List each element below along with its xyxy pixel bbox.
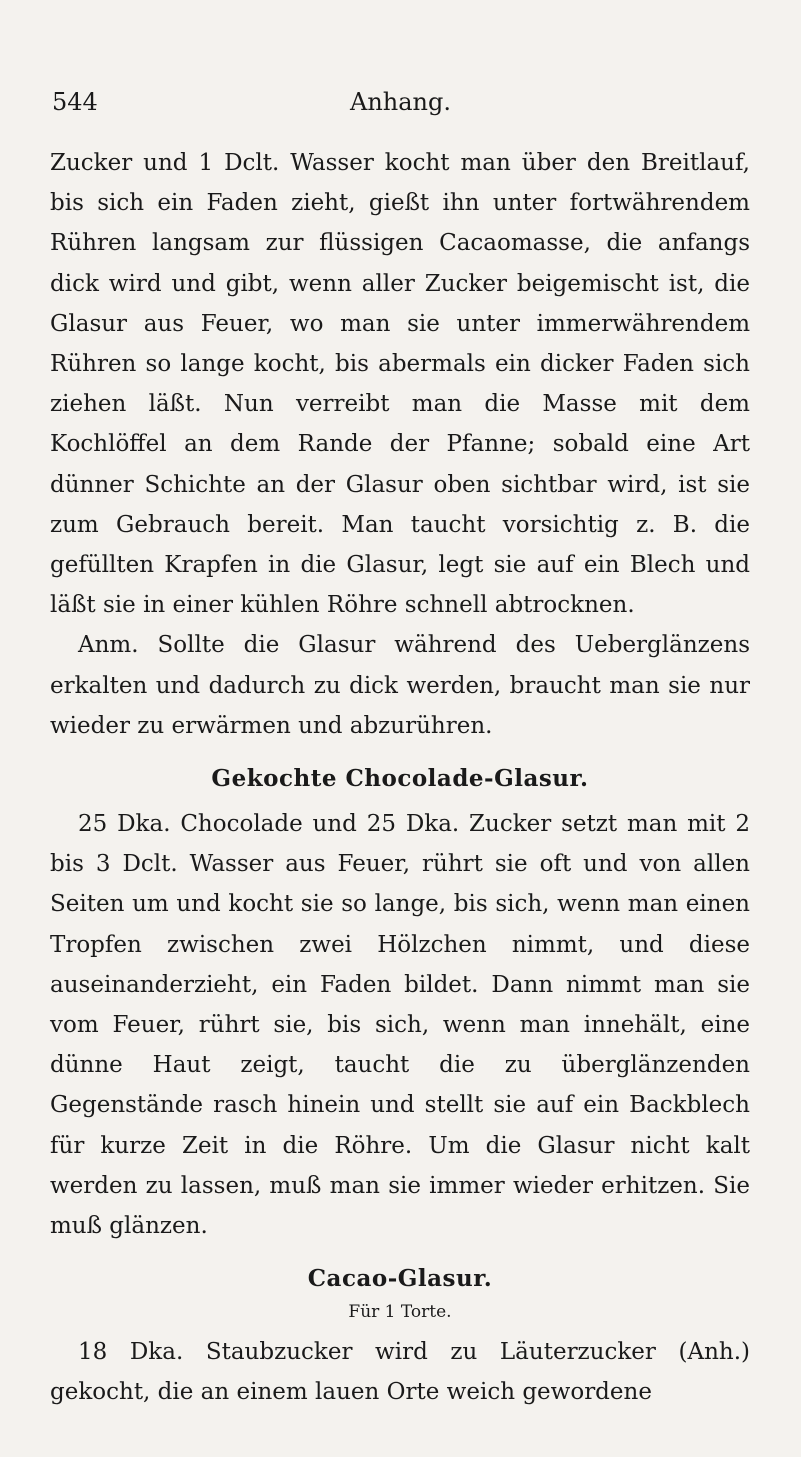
paragraph-chocolate-glaze: 25 Dka. Chocolade und 25 Dka. Zucker setzt man mit 2 bis 3 Dclt. Wasser aus Feuer, rührt sie oft und von allen Seiten um und kocht sie so lange, bis sich, wenn man einen Tropfen zwischen zwei Hölzchen nimmt, und diese auseinanderzieht, ein Faden bildet. Dann nimmt man sie vom Feuer, rührt sie, bis sich, wenn man innehält, eine dünne Haut zeigt, taucht die zu überglänzenden Gegenstände rasch hinein und stellt sie auf ein Backblech für kurze Zeit in die Röhre. Um die Glasur nicht kalt werden zu lassen, muß man sie immer wieder erhitzen. Sie muß glänzen. <box>50 811 750 1240</box>
paragraph-note: Anm. Sollte die Glasur während des Ueberglänzens erkalten und dadurch zu dick werden, braucht man sie nur wieder zu erwärmen und abzurühren. <box>50 632 750 739</box>
running-title: Anhang. <box>349 88 451 116</box>
paragraph-cacao-glaze: 18 Dka. Staubzucker wird zu Läuterzucker (Anh.) gekocht, die an einem lauen Orte weich gewordene <box>50 1339 750 1406</box>
page-number: 544 <box>52 88 98 116</box>
subheading-serving: Für 1 Torte. <box>348 1302 452 1323</box>
heading-cacao-glaze: Cacao-Glasur. <box>307 1265 493 1293</box>
page-body <box>50 143 750 1413</box>
running-head <box>50 88 751 124</box>
heading-chocolate-glaze: Gekochte Chocolade-Glasur. <box>211 765 589 793</box>
paragraph-glaze-method: Zucker und 1 Dclt. Wasser kocht man über den Breitlauf, bis sich ein Faden zieht, gießt ihn unter fortwährendem Rühren langsam zur flüssigen Cacaomasse, die anfangs dick wird und gibt, wenn aller Zucker beigemischt ist, die Glasur aus Feuer, wo man sie unter immerwährendem Rühren so lange kocht, bis abermals ein dicker Faden sich ziehen läßt. Nun verreibt man die Masse mit dem Kochlöffel an dem Rande der Pfanne; sobald eine Art dünner Schichte an der Glasur oben sichtbar wird, ist sie zum Gebrauch bereit. Man taucht vorsichtig z. B. die gefüllten Krapfen in die Glasur, legt sie auf ein Blech und läßt sie in einer kühlen Röhre schnell abtrocknen. <box>50 150 750 619</box>
